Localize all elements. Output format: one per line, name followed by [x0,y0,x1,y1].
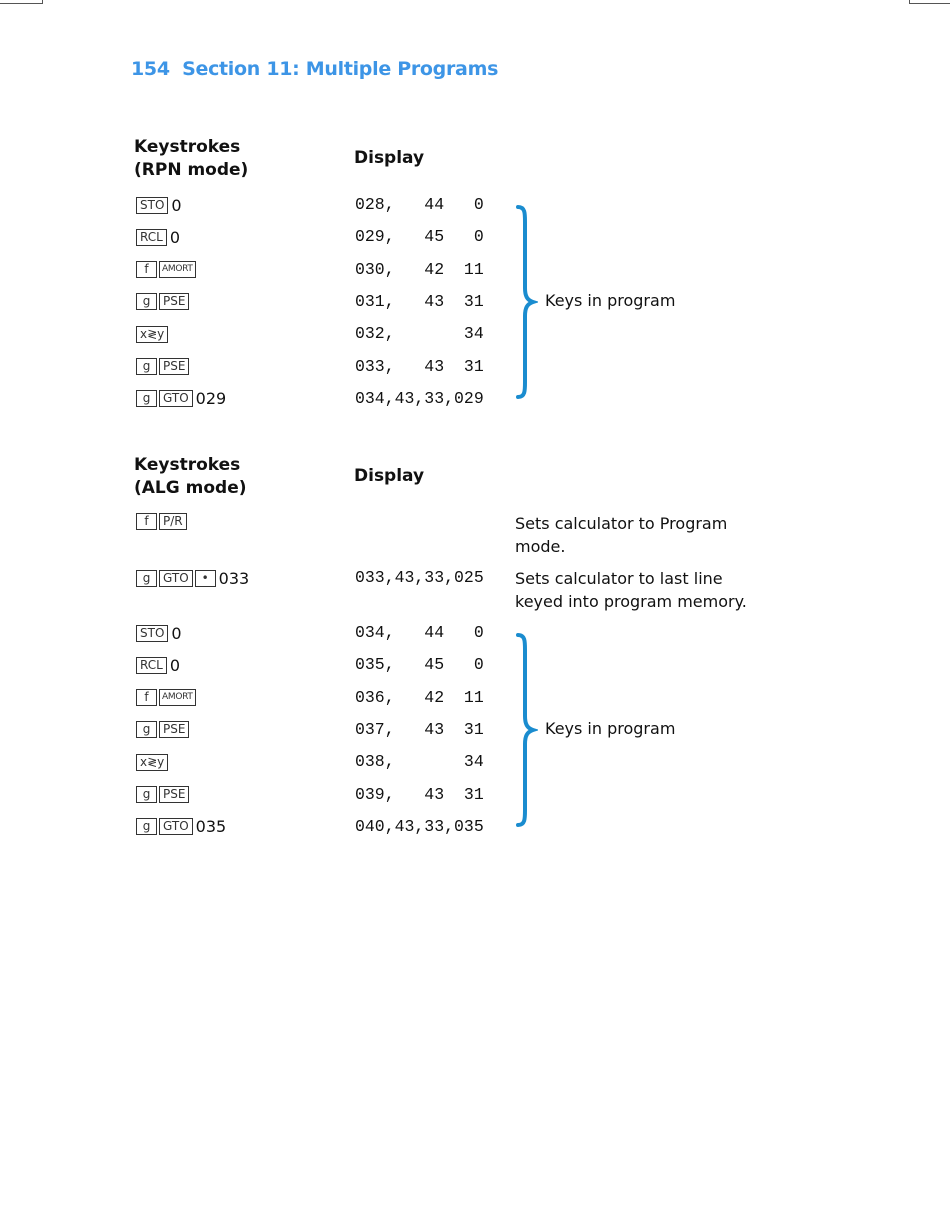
rpn-display-header: Display [354,148,425,168]
row-description: Sets calculator to Program mode. [515,514,728,556]
keystroke-digits: 0 [169,655,180,675]
keystroke-sequence [136,356,191,378]
page-number: 154 [131,58,170,80]
pse-key: PSE [159,786,189,803]
display-value: 040,43,33,035 [355,816,484,836]
rpn-mode-label: (RPN mode) [134,160,249,180]
g-key: g [136,358,157,375]
display-value: 037, 43 31 [355,719,484,739]
keystroke-sequence [136,687,198,709]
g-key: g [136,721,157,738]
x-exchange-y-key: x≷y [136,754,168,771]
keystroke-sequence [136,194,182,216]
row-description: Sets calculator to last line keyed into program memory. [515,569,747,611]
crop-mark-left [0,0,43,4]
keystroke-digits: 035 [195,817,227,837]
f-key: f [136,513,157,530]
sto-key: STO [136,197,168,214]
keystroke-sequence [136,510,189,532]
pse-key: PSE [159,358,189,375]
keystroke-digits: 0 [169,227,180,247]
display-value: 031, 43 31 [355,291,484,311]
display-value: 035, 45 0 [355,655,484,675]
display-value: 036, 42 11 [355,687,484,707]
g-key: g [136,786,157,803]
keystroke-sequence [136,784,191,806]
display-value: 034, 44 0 [355,623,484,642]
rpn-brace-label: Keys in program [545,291,676,310]
keystroke-digits: 033 [218,568,250,588]
gto-key: GTO [159,818,193,835]
display-value: 030, 42 11 [355,259,484,279]
keystroke-digits: 029 [195,389,227,409]
g-key: g [136,570,157,587]
keystroke-sequence [136,719,191,741]
display-value: 032, 34 [355,324,484,344]
amort-key: AMORT [159,261,196,278]
alg-brace-label: Keys in program [545,719,676,738]
program-run-key: P/R [159,513,187,530]
keystroke-sequence [136,388,226,410]
section-title: Section 11: Multiple Programs [182,58,499,80]
pse-key: PSE [159,721,189,738]
keystroke-sequence [136,567,249,589]
keystroke-digits: 0 [171,195,182,215]
keystroke-sequence [136,291,191,313]
amort-key: AMORT [159,689,196,706]
alg-keystrokes-header [134,454,247,500]
keystroke-sequence [136,622,182,644]
display-value: 038, 34 [355,752,484,772]
alg-keystrokes-label: Keystrokes [134,455,241,475]
rpn-keystrokes-header [134,136,248,182]
sto-key: STO [136,625,168,642]
g-key: g [136,293,157,310]
alg-mode-label: (ALG mode) [134,478,247,498]
g-key: g [136,818,157,835]
rpn-brace [514,204,538,400]
gto-key: GTO [159,570,193,587]
f-key: f [136,689,157,706]
keystroke-sequence [136,654,180,676]
keystroke-sequence [136,751,170,773]
display-value: 029, 45 0 [355,227,484,247]
alg-display-header: Display [354,466,425,486]
display-value: 033,43,33,025 [355,568,484,587]
rcl-key: RCL [136,657,167,674]
display-value: 028, 44 0 [355,195,484,214]
alg-brace [514,632,538,828]
keystroke-digits: 0 [171,623,182,643]
display-value: 039, 43 31 [355,784,484,804]
g-key: g [136,390,157,407]
pse-key: PSE [159,293,189,310]
f-key: f [136,261,157,278]
display-value: 033, 43 31 [355,356,484,376]
x-exchange-y-key: x≷y [136,326,168,343]
keystroke-sequence [136,259,198,281]
crop-mark-right [909,0,950,4]
page-header [131,58,498,80]
display-value: 034,43,33,029 [355,388,484,408]
rpn-keystrokes-label: Keystrokes [134,137,241,157]
keystroke-sequence [136,323,170,345]
keystroke-sequence [136,226,180,248]
rcl-key: RCL [136,229,167,246]
keystroke-sequence [136,816,226,838]
gto-key: GTO [159,390,193,407]
decimal-point-key: • [195,570,216,587]
